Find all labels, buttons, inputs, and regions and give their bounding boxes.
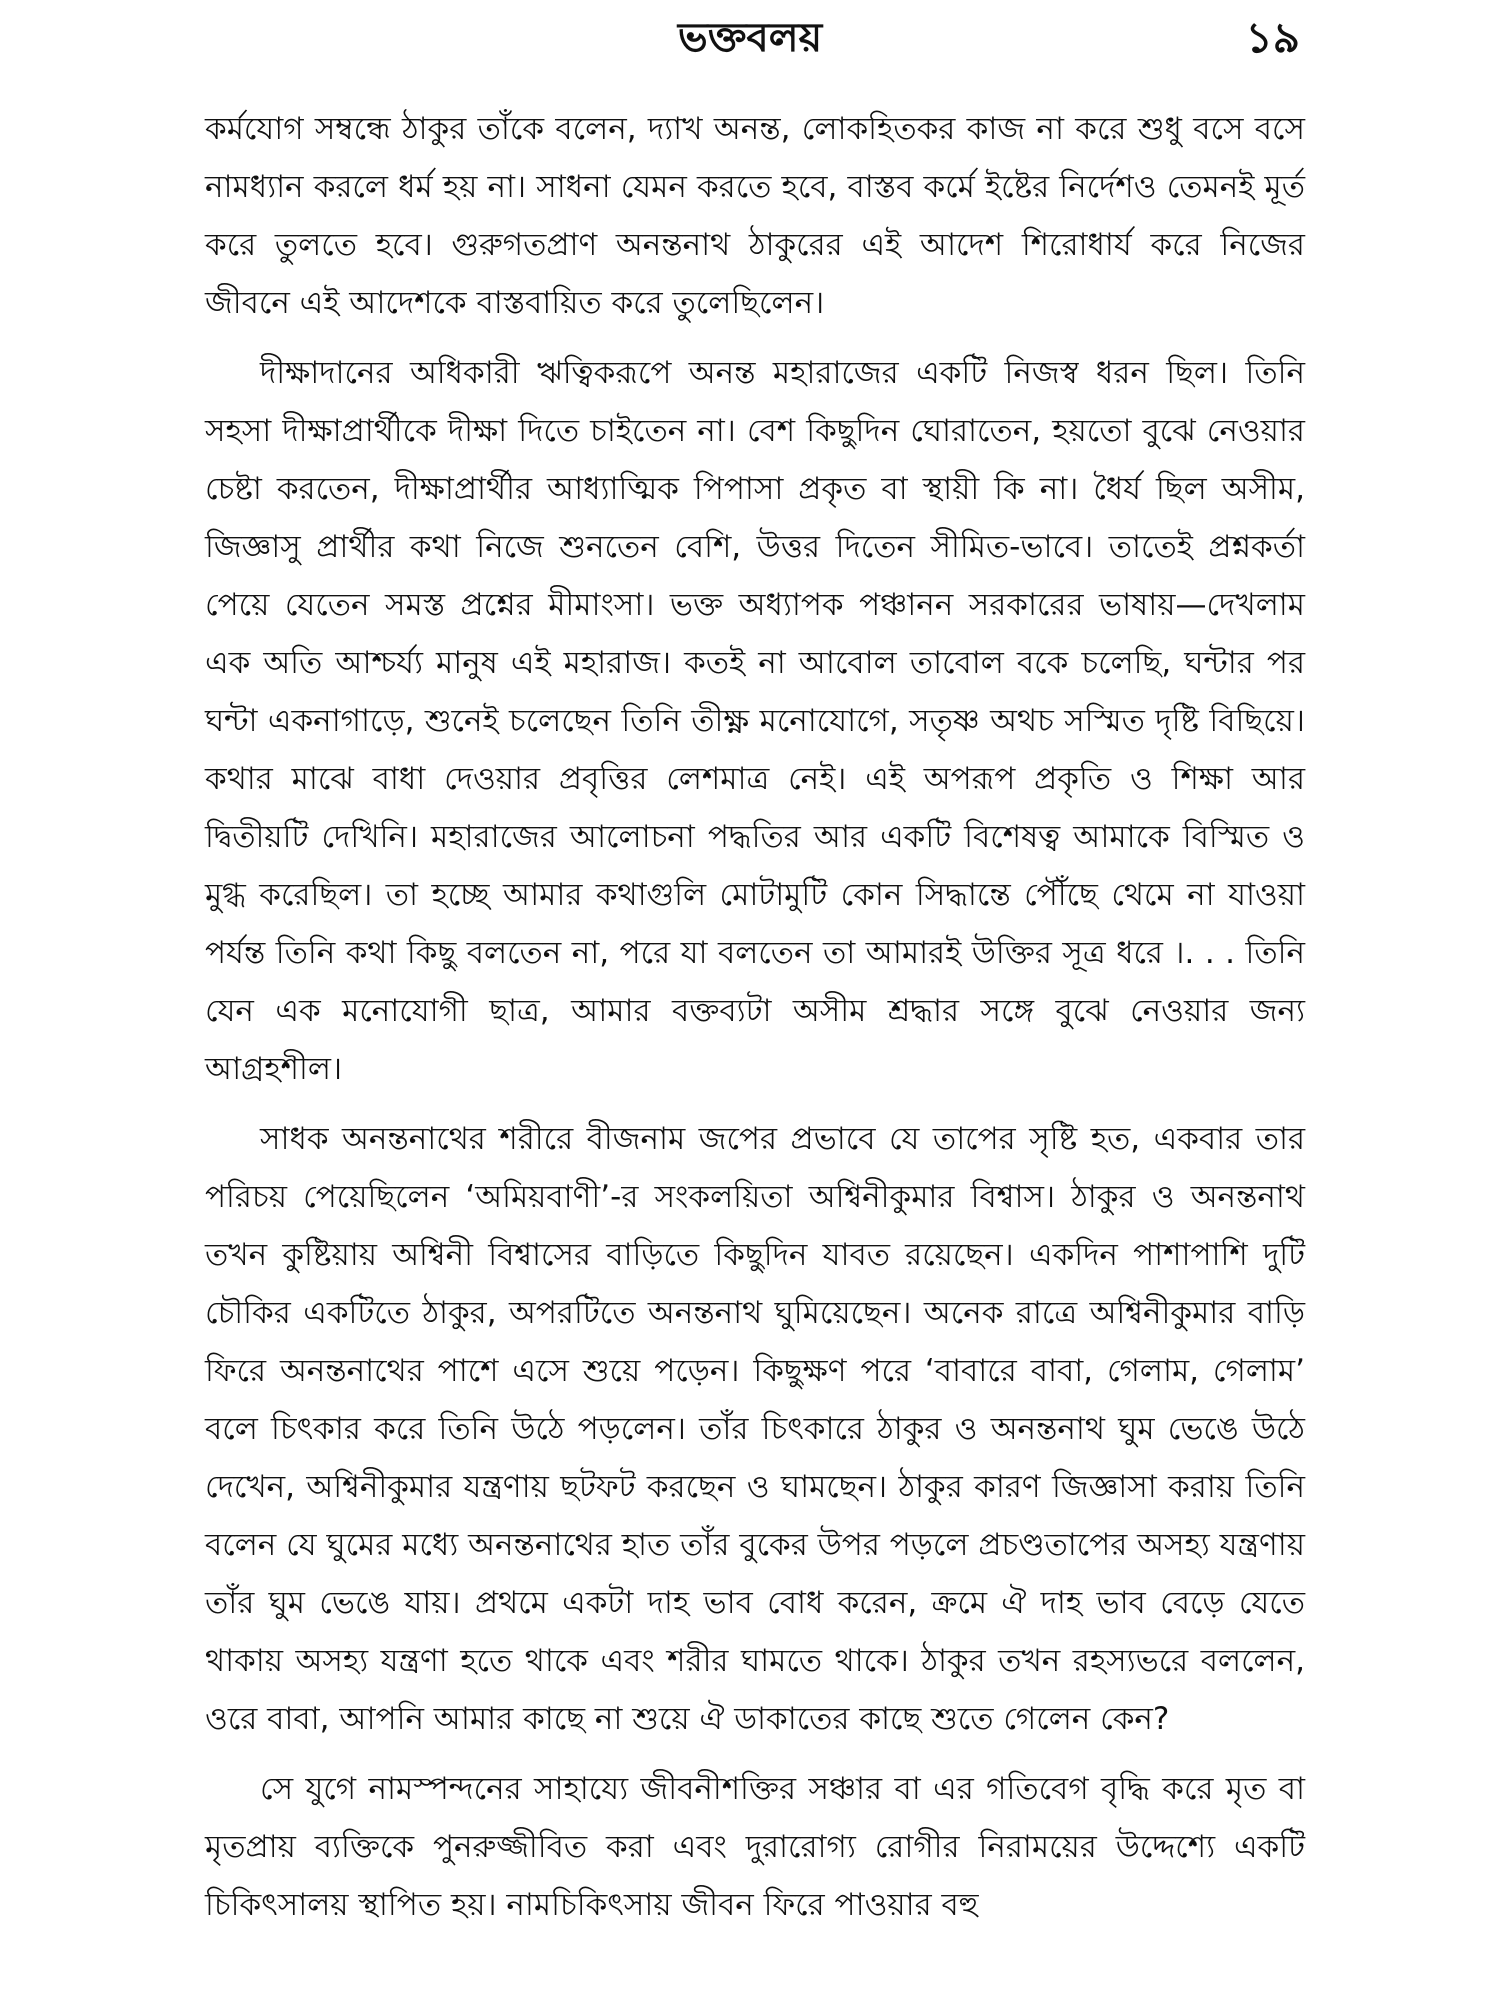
paragraph-3: সাধক অনন্তনাথের শরীরে বীজনাম জপের প্রভাবে যে তাপের সৃষ্টি হত, একবার তার পরিচয় পেয়েছিলেন ‘অমিয়বাণী’-র সংকলয়িতা অশ্বিনীকুমার বিশ্বাস। ঠাকুর ও অনন্তনাথ তখন কুষ্টিয়ায় অশ্বিনী বিশ্বাসের বাড়িতে কিছুদিন যাবত রয়েছেন। একদিন পাশাপাশি দুটি চৌকির একটিতে ঠাকুর, অপরটিতে অনন্তনাথ ঘুমিয়েছেন। অনেক রাত্রে অশ্বিনীকুমার বাড়ি ফিরে অনন্তনাথের পাশে এসে শুয়ে পড়েন। কিছুক্ষণ পরে ‘বাবারে বাবা, গেলাম, গেলাম’ বলে চিৎকার করে তিনি উঠে পড়লেন। তাঁর চিৎকারে ঠাকুর ও অনন্তনাথ ঘুম ভেঙে উঠে দেখেন, অশ্বিনীকুমার যন্ত্রণায় ছটফট করছেন ও ঘামছেন। ঠাকুর কারণ জিজ্ঞাসা করায় তিনি বলেন যে ঘুমের মধ্যে অনন্তনাথের হাত তাঁর বুকের উপর পড়লে প্রচণ্ডতাপের অসহ্য যন্ত্রণায় তাঁর ঘুম ভেঙে যায়। প্রথমে একটা দাহ ভাব বোধ করেন, ক্রমে ঐ দাহ ভাব বেড়ে যেতে থাকায় অসহ্য যন্ত্রণা হতে থাকে এবং শরীর ঘামতে থাকে। ঠাকুর তখন রহস্যভরে বললেন, ওরে বাবা, আপনি আমার কাছে না শুয়ে ঐ ডাকাতের কাছে শুতে গেলেন কেন? (205, 1121, 1305, 1737)
body-text (205, 100, 1305, 1946)
paragraph-1: কর্মযোগ সম্বন্ধে ঠাকুর তাঁকে বলেন, দ্যাখ অনন্ত, লোকহিতকর কাজ না করে শুধু বসে বসে নামধ্যান করলে ধর্ম হয় না। সাধনা যেমন করতে হবে, বাস্তব কর্মে ইষ্টের নির্দেশও তেমনই মূর্ত করে তুলতে হবে। গুরুগতপ্রাণ অনন্তনাথ ঠাকুরের এই আদেশ শিরোধার্য করে নিজের জীবনে এই আদেশকে বাস্তবায়িত করে তুলেছিলেন। (205, 111, 1305, 321)
running-head-title: ভক্তবলয় (677, 15, 823, 61)
running-head (200, 8, 1300, 68)
paragraph-4: সে যুগে নামস্পন্দনের সাহায্যে জীবনীশক্তির সঞ্চার বা এর গতিবেগ বৃদ্ধি করে মৃত বা মৃতপ্রায় ব্যক্তিকে পুনরুজ্জীবিত করা এবং দুরারোগ্য রোগীর নিরাময়ের উদ্দেশ্যে একটি চিকিৎসালয় স্থাপিত হয়। নামচিকিৎসায় জীবন ফিরে পাওয়ার বহু (205, 1771, 1305, 1923)
paragraph-2: দীক্ষাদানের অধিকারী ঋত্বিকরূপে অনন্ত মহারাজের একটি নিজস্ব ধরন ছিল। তিনি সহসা দীক্ষাপ্রার্থীকে দীক্ষা দিতে চাইতেন না। বেশ কিছুদিন ঘোরাতেন, হয়তো বুঝে নেওয়ার চেষ্টা করতেন, দীক্ষাপ্রার্থীর আধ্যাত্মিক পিপাসা প্রকৃত বা স্থায়ী কি না। ধৈর্য ছিল অসীম, জিজ্ঞাসু প্রার্থীর কথা নিজে শুনতেন বেশি, উত্তর দিতেন সীমিত-ভাবে। তাতেই প্রশ্নকর্তা পেয়ে যেতেন সমস্ত প্রশ্নের মীমাংসা। ভক্ত অধ্যাপক পঞ্চানন সরকারের ভাষায়—দেখলাম এক অতি আশ্চর্য্য মানুষ এই মহারাজ। কতই না আবোল তাবোল বকে চলেছি, ঘন্টার পর ঘন্টা একনাগাড়ে, শুনেই চলেছেন তিনি তীক্ষ্ণ মনোযোগে, সতৃষ্ণ অথচ সস্মিত দৃষ্টি বিছিয়ে। কথার মাঝে বাধা দেওয়ার প্রবৃত্তির লেশমাত্র নেই। এই অপরূপ প্রকৃতি ও শিক্ষা আর দ্বিতীয়টি দেখিনি। মহারাজের আলোচনা পদ্ধতির আর একটি বিশেষত্ব আমাকে বিস্মিত ও মুগ্ধ করেছিল। তা হচ্ছে আমার কথাগুলি মোটামুটি কোন সিদ্ধান্তে পৌঁছে থেমে না যাওয়া পর্যন্ত তিনি কথা কিছু বলতেন না, পরে যা বলতেন তা আমারই উক্তির সূত্র ধরে ।. . . তিনি যেন এক মনোযোগী ছাত্র, আমার বক্তব্যটা অসীম শ্রদ্ধার সঙ্গে বুঝে নেওয়ার জন্য আগ্রহশীল। (205, 355, 1305, 1087)
page-number: ১৯ (1245, 13, 1300, 62)
